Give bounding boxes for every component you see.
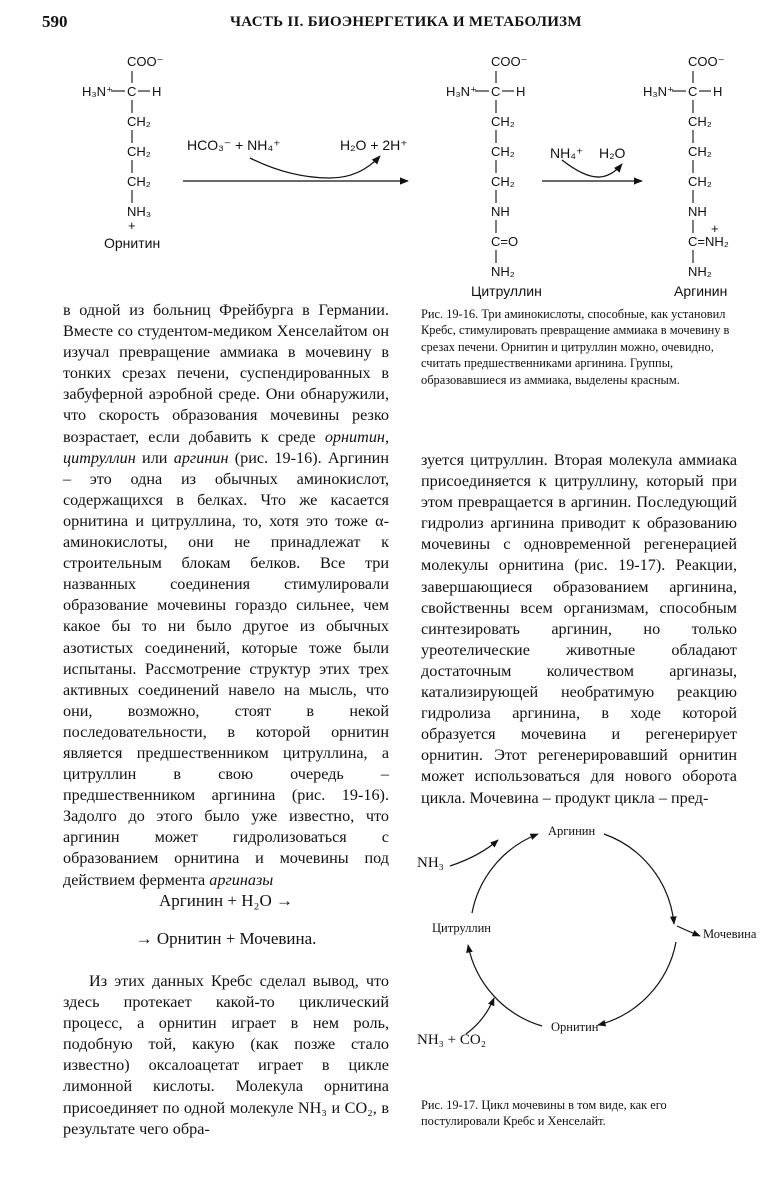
cycle-citrulline: Цитруллин — [432, 921, 491, 935]
cit-c: C — [491, 84, 501, 99]
paragraph-2: Из этих данных Кребс сделал вывод, что здесь протекает какой-то циклический процесс, а орнитин играет в нем роль, подобную той, какую (как позже стало известно) оксалоацетат играет в цикле лимонной кислоты. Молекула орнитина присоединяет по одной молекуле NH₃ и CO₂, в результате чего обра- — [63, 972, 389, 1138]
cit-nh: NH — [491, 204, 510, 219]
orn-c: C — [127, 84, 137, 99]
arg-nh2: NH₂ — [688, 264, 712, 279]
equation-line-1: Аргинин + H₂O → — [159, 891, 293, 910]
paragraph-1 — [63, 300, 389, 891]
equation-line-2: → Орнитин + Мочевина. — [135, 929, 317, 948]
orn-ch2-2: CH₂ — [127, 144, 151, 159]
right-column — [421, 450, 737, 809]
running-head: ЧАСТЬ II. БИОЭНЕРГЕТИКА И МЕТАБОЛИЗМ — [230, 14, 582, 30]
left-column — [63, 300, 389, 891]
para1-emphasis-2: аргинин — [173, 448, 229, 467]
figure-19-16 — [0, 0, 777, 310]
cit-amino: H₃N⁺ — [446, 84, 477, 99]
page-number: 590 — [42, 12, 68, 31]
arg-h: H — [713, 84, 723, 99]
cit-ch2-1: CH₂ — [491, 114, 515, 129]
right-paragraph: зуется цитруллин. Вторая молекула аммиака присоединяется к цитруллину, который при этом превращается в аргинин. Последующий гидролиз аргинина приводит к образованию мочевины с одновременной регенерацией молекулы орнитина (рис. 19-17). Реакции, завершающиеся образованием аргинина, свойственны всем организмам, способным синтезировать аргинин, но только уреотелические животные обладают достаточным количеством аргиназы, катализирующей необратимую реакцию гидролиза аргинина, в ходе которой образуется мочевина и регенерирует орнитин. Этот регенерировавший орнитин может использоваться для нового оборота цикла. Мочевина – продукт цикла – пред- — [421, 451, 737, 807]
cycle-nh3-input: NH₃ — [417, 855, 444, 871]
cit-ch2-3: CH₂ — [491, 174, 515, 189]
para1-text-b: или — [135, 448, 174, 467]
arg-ch2-3: CH₂ — [688, 174, 712, 189]
para1-emphasis-1: орнитин, цитруллин — [63, 427, 389, 467]
reaction1-products: H₂O + 2H⁺ — [340, 137, 408, 153]
orn-coo: COO⁻ — [127, 54, 164, 69]
orn-nh3: NH₃ — [127, 204, 152, 219]
cycle-arginine: Аргинин — [548, 824, 596, 838]
arginine-label: Аргинин — [674, 283, 728, 299]
cit-c-o: C=O — [491, 234, 519, 249]
ornithine-label: Орнитин — [104, 235, 161, 251]
para1-text-c: (рис. 19-16). Аргинин – это одна из обычных аминокислот, содержащихся в белках. Что же касается орнитина и цитруллина, то, хотя это тоже α-аминокислоты, они не принадлежат к строительным блокам белков. Все три названных соединения стимулировали образование мочевины гораздо сильнее, чем какое бы то ни было другое из обычных азотистых соединений, которые тоже были испытаны. Рассмотрение структур этих трех активных соединений навело на мысль, что они, возможно, стоят в некой последовательности, в которой орнитин является предшественником цитруллина, а цитруллин в свою очередь – предшественником аргинина (рис. 19-16). Задолго до этого было уже известно, что аргинин может гидролизоваться с образованием орнитина и мочевины под действием фермента — [63, 448, 389, 889]
cycle-urea: Мочевина — [703, 927, 757, 941]
arg-coo: COO⁻ — [688, 54, 725, 69]
orn-plus: + — [128, 218, 136, 233]
para1-text-a: в одной из больниц Фрейбурга в Германии. Вместе со студентом-медиком Хенселайтом он изучал превращение аммиака в мочевину в тонких срезах печени, суспендированных в забуферной аэробной среде. Они обнаружили, что скорость образования мочевины резко возрастает, если добавить к среде — [63, 301, 389, 446]
orn-ch2-3: CH₂ — [127, 174, 151, 189]
arg-ch2-2: CH₂ — [688, 144, 712, 159]
arg-nh: NH — [688, 204, 707, 219]
cit-ch2-2: CH₂ — [491, 144, 515, 159]
cit-h: H — [516, 84, 526, 99]
arg-amino: H₃N⁺ — [643, 84, 674, 99]
reaction-arrow-1 — [183, 156, 408, 181]
arg-ch2-1: CH₂ — [688, 114, 712, 129]
orn-amino: H₃N⁺ — [82, 84, 113, 99]
arg-plus: + — [711, 221, 719, 236]
figure-19-16-caption: Рис. 19-16. Три аминокислоты, способные, как установил Кребс, стимулировать превращение аммиака в мочевину в срезах печени. Орнитин и цитруллин можно, очевидно, считать предшественниками аргинина. Группы, образовавшиеся из аммиака, выделены красным. — [421, 307, 730, 387]
citrulline-label: Цитруллин — [471, 283, 542, 299]
cycle-ornithine: Орнитин — [551, 1020, 599, 1034]
cit-nh2: NH₂ — [491, 264, 515, 279]
reaction2-product: H₂O — [599, 145, 626, 161]
orn-ch2-1: CH₂ — [127, 114, 151, 129]
para1-emphasis-3: аргиназы — [209, 870, 274, 889]
reaction-arrow-2 — [542, 160, 642, 181]
orn-h: H — [152, 84, 162, 99]
arg-c: C — [688, 84, 698, 99]
reaction2-reagent: NH₄⁺ — [550, 145, 584, 161]
cit-coo: COO⁻ — [491, 54, 528, 69]
arg-c-nh2: C=NH₂ — [688, 234, 729, 249]
cycle-nh3-co2-input: NH₃ + CO₂ — [417, 1032, 486, 1048]
figure-19-17-caption: Рис. 19-17. Цикл мочевины в том виде, как его постулировали Кребс и Хенселайт. — [421, 1098, 667, 1129]
structure-bonds — [111, 71, 711, 263]
reaction1-reagents: HCO₃⁻ + NH₄⁺ — [187, 137, 281, 153]
